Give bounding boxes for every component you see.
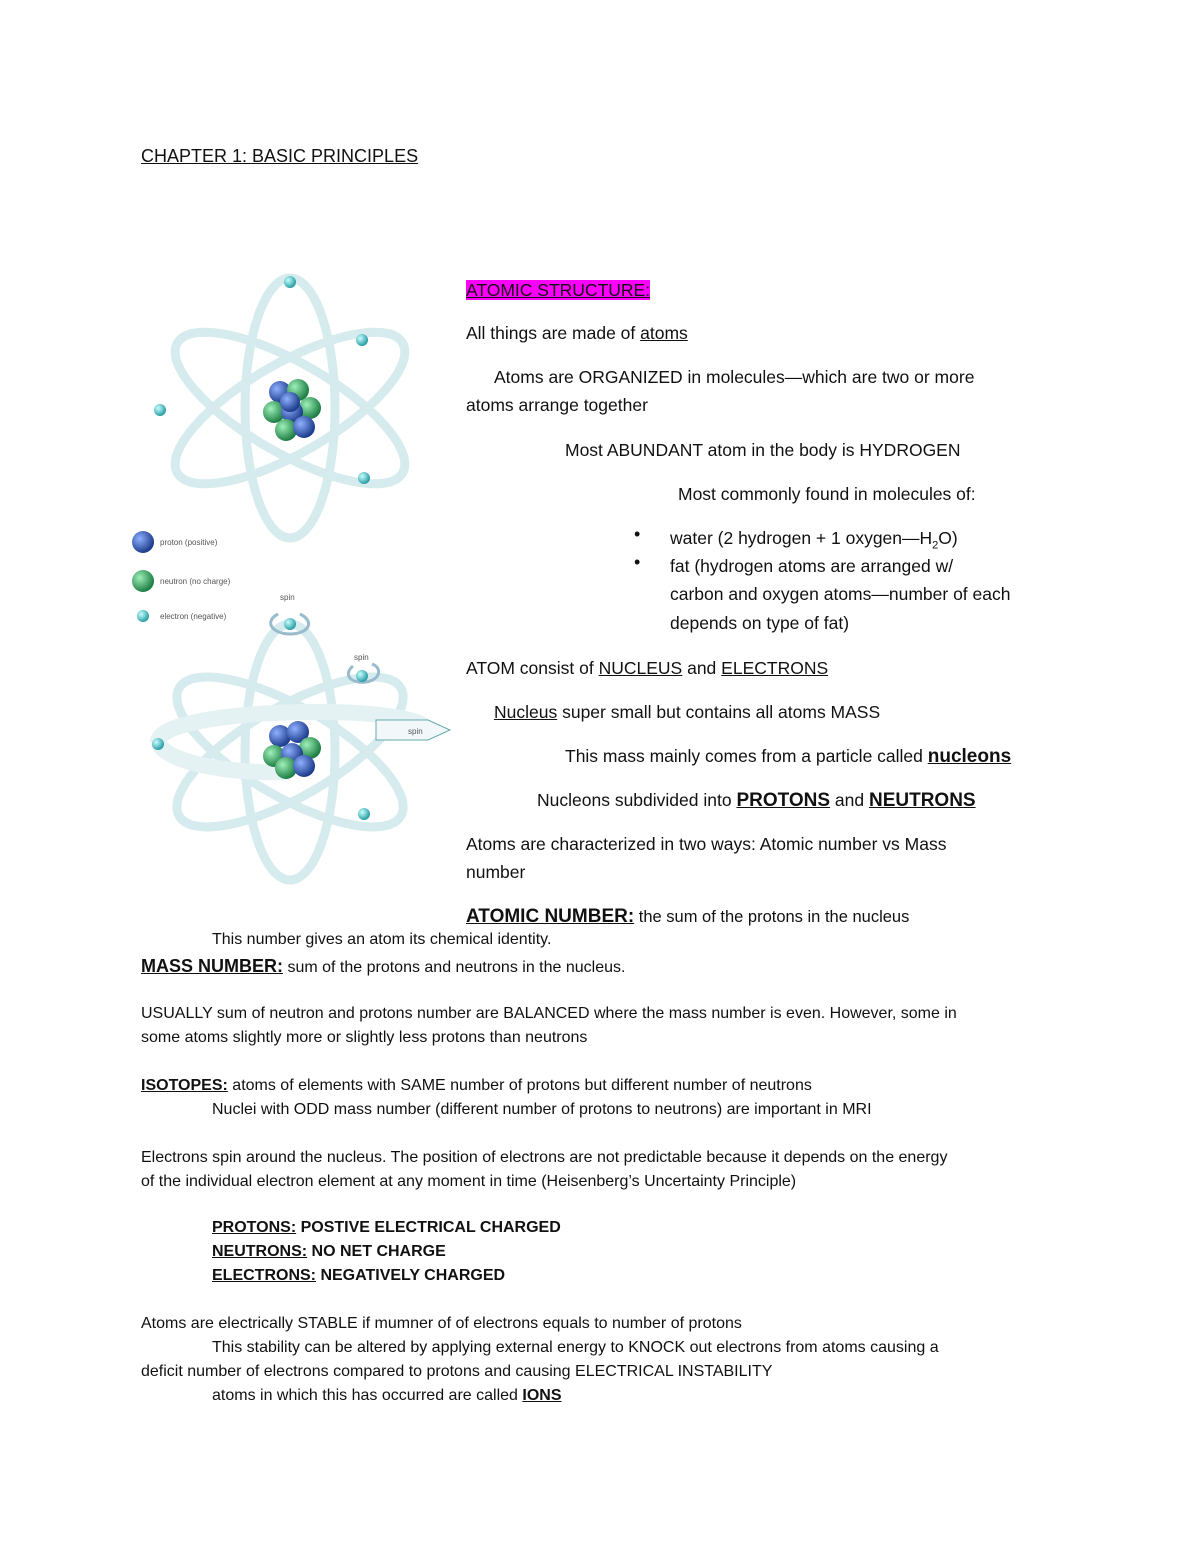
text-line: Nucleons subdivided into PROTONS and NEUTRONS [537,790,976,811]
list-item: depends on type of fat) [670,613,850,633]
legend-proton: proton (positive) [160,538,218,547]
electron-legend-icon [137,610,149,622]
neutrons-line: NEUTRONS: NO NET CHARGE [212,1243,446,1260]
bullet-icon: • [634,524,641,544]
isotopes-line: ISOTOPES: atoms of elements with SAME number of protons but different number of neutrons [141,1077,812,1094]
text-line: atoms arrange together [466,395,648,415]
atom-diagram [128,262,458,892]
text-line: of the individual electron element at any moment in time (Heisenberg’s Uncertainty Principle) [141,1173,797,1190]
nucleus-top [263,379,321,441]
svg-text:spin: spin [280,593,295,602]
text-line: All things are made of atoms [466,323,688,343]
text-line: Most commonly found in molecules of: [678,484,976,504]
atomic-structure-heading: ATOMIC STRUCTURE: [466,280,651,300]
list-item: water (2 hydrogen + 1 $oxygen—H_2O$) [670,528,958,552]
protons-line: PROTONS: POSTIVE ELECTRICAL CHARGED [212,1219,561,1236]
text-line: ATOM consist of NUCLEUS and ELECTRONS [466,658,829,678]
svg-text:spin: spin [408,727,423,736]
text-line: This number gives an atom its chemical identity. [212,931,552,948]
list-item: carbon and oxygen atoms—number of each [670,584,1011,604]
atomic-number-line: ATOMIC NUMBER: the sum of the protons in the nucleus [466,906,910,927]
text-line: number [466,862,526,882]
electrons-line: ELECTRONS: NEGATIVELY CHARGED [212,1267,506,1284]
ions-line: atoms in which this has occurred are called IONS [212,1387,562,1404]
figure-legend [132,531,231,622]
text-line: Electrons spin around the nucleus. The position of electrons are not predictable because it depends on the energy [141,1149,948,1166]
text-line: This mass mainly comes from a particle called nucleons [565,746,1012,767]
neutron-legend-icon [132,570,154,592]
text-line: Atoms are characterized in two ways: Atomic number vs Mass [466,834,947,854]
list-item: fat (hydrogen atoms are arranged w/ [670,556,954,576]
text-line: USUALLY sum of neutron and protons number are BALANCED where the mass number is even. However, some in [141,1005,957,1022]
text-line: Nucleus super small but contains all atoms MASS [494,702,881,722]
text-line: deficit number of electrons compared to protons and causing ELECTRICAL INSTABILITY [141,1363,773,1380]
text-line: Atoms are electrically STABLE if mumner of of electrons equals to number of protons [141,1315,742,1332]
text-line: This stability can be altered by applying external energy to KNOCK out electrons from atoms causing a [212,1339,939,1356]
text-line: Most ABUNDANT atom in the body is HYDROGEN [565,440,961,460]
proton-legend-icon [132,531,154,553]
legend-electron: electron (negative) [160,612,227,621]
legend-neutron: neutron (no charge) [160,577,231,586]
page-title: CHAPTER 1: BASIC PRINCIPLES [141,146,419,166]
text-line: some atoms slightly more or slightly less protons than neutrons [141,1029,588,1046]
bullet-icon: • [634,552,641,572]
text-line: Atoms are ORGANIZED in molecules—which are two or more [494,367,975,387]
text-line: Nuclei with ODD mass number (different number of protons to neutrons) are important in MRI [212,1101,872,1118]
svg-text:spin: spin [354,653,369,662]
mass-number-line: MASS NUMBER: sum of the protons and neutrons in the nucleus. [141,956,626,976]
